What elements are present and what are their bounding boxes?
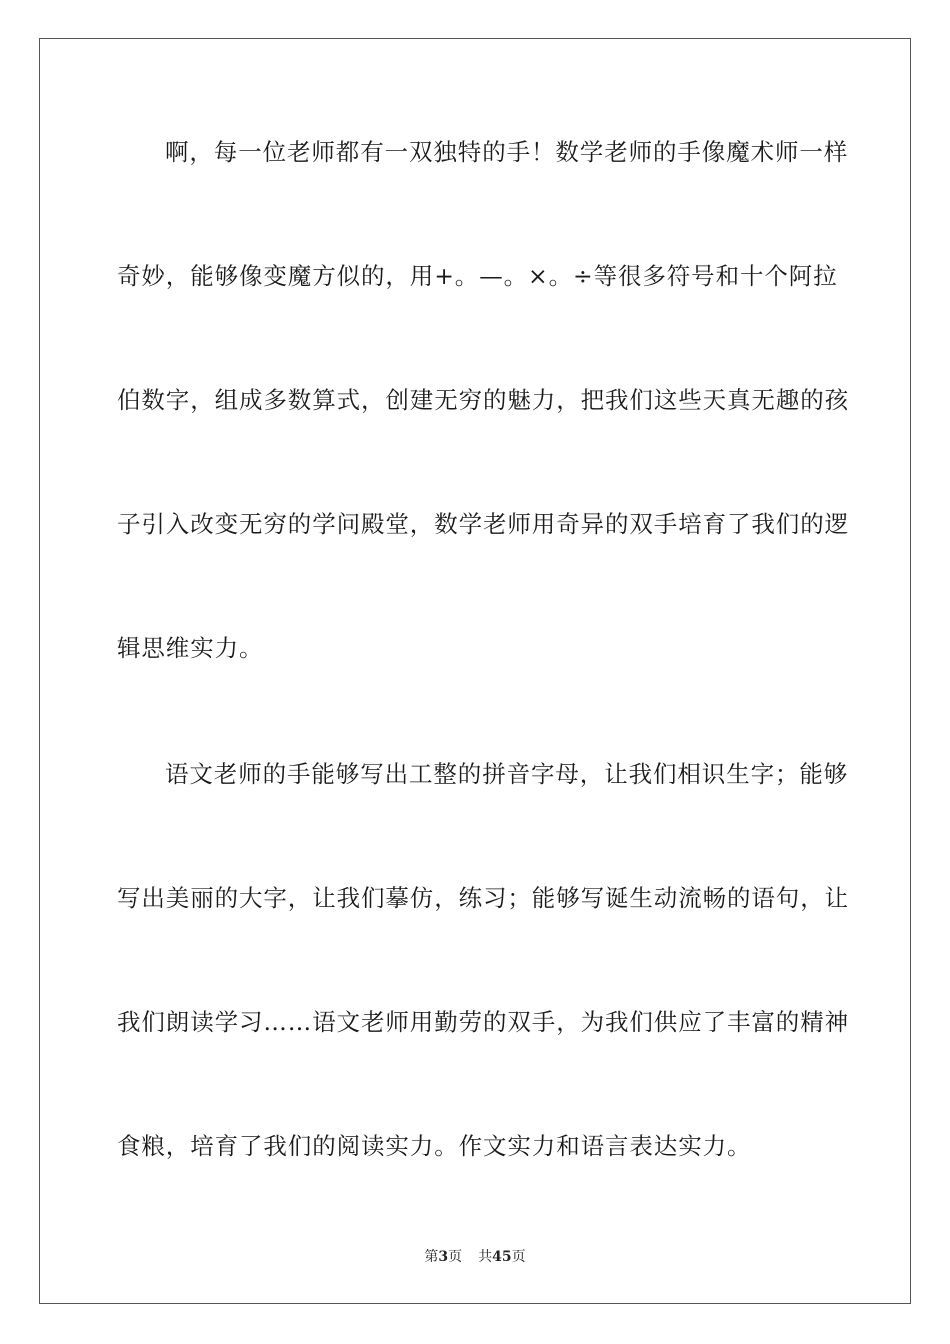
paragraph-1-line-1: 啊，每一位老师都有一双独特的手！数学老师的手像魔术师一样 [165,138,849,166]
paragraph-2-line-2: 写出美丽的大字，让我们摹仿，练习；能够写诞生动流畅的语句，让 [117,884,849,912]
footer-page-prefix: 第 [424,1249,439,1265]
footer-page-suffix: 页 [448,1249,463,1265]
paragraph-1-line-4: 子引入改变无穷的学问殿堂，数学老师用奇异的双手培育了我们的逻 [117,510,849,538]
paragraph-1-line-3: 伯数字，组成多数算式，创建无穷的魅力，把我们这些天真无趣的孩 [117,386,849,414]
paragraph-2-line-4: 食粮，培育了我们的阅读实力。作文实力和语言表达实力。 [117,1132,752,1160]
paragraph-2-line-1: 语文老师的手能够写出工整的拼音字母，让我们相识生字；能够 [165,760,849,788]
footer-total-prefix: 共 [478,1249,493,1265]
footer-page-number: 3 [438,1249,449,1265]
paragraph-1-line-5: 辑思维实力。 [117,634,264,662]
page-footer [0,1248,950,1266]
page-border [39,38,911,1304]
footer-total-suffix: 页 [511,1249,526,1265]
footer-total-pages: 45 [492,1249,512,1265]
paragraph-1-line-2: 奇妙，能够像变魔方似的，用+。—。×。÷等很多符号和十个阿拉 [117,262,838,290]
paragraph-2-line-3: 我们朗读学习……语文老师用勤劳的双手，为我们供应了丰富的精神 [117,1008,849,1036]
